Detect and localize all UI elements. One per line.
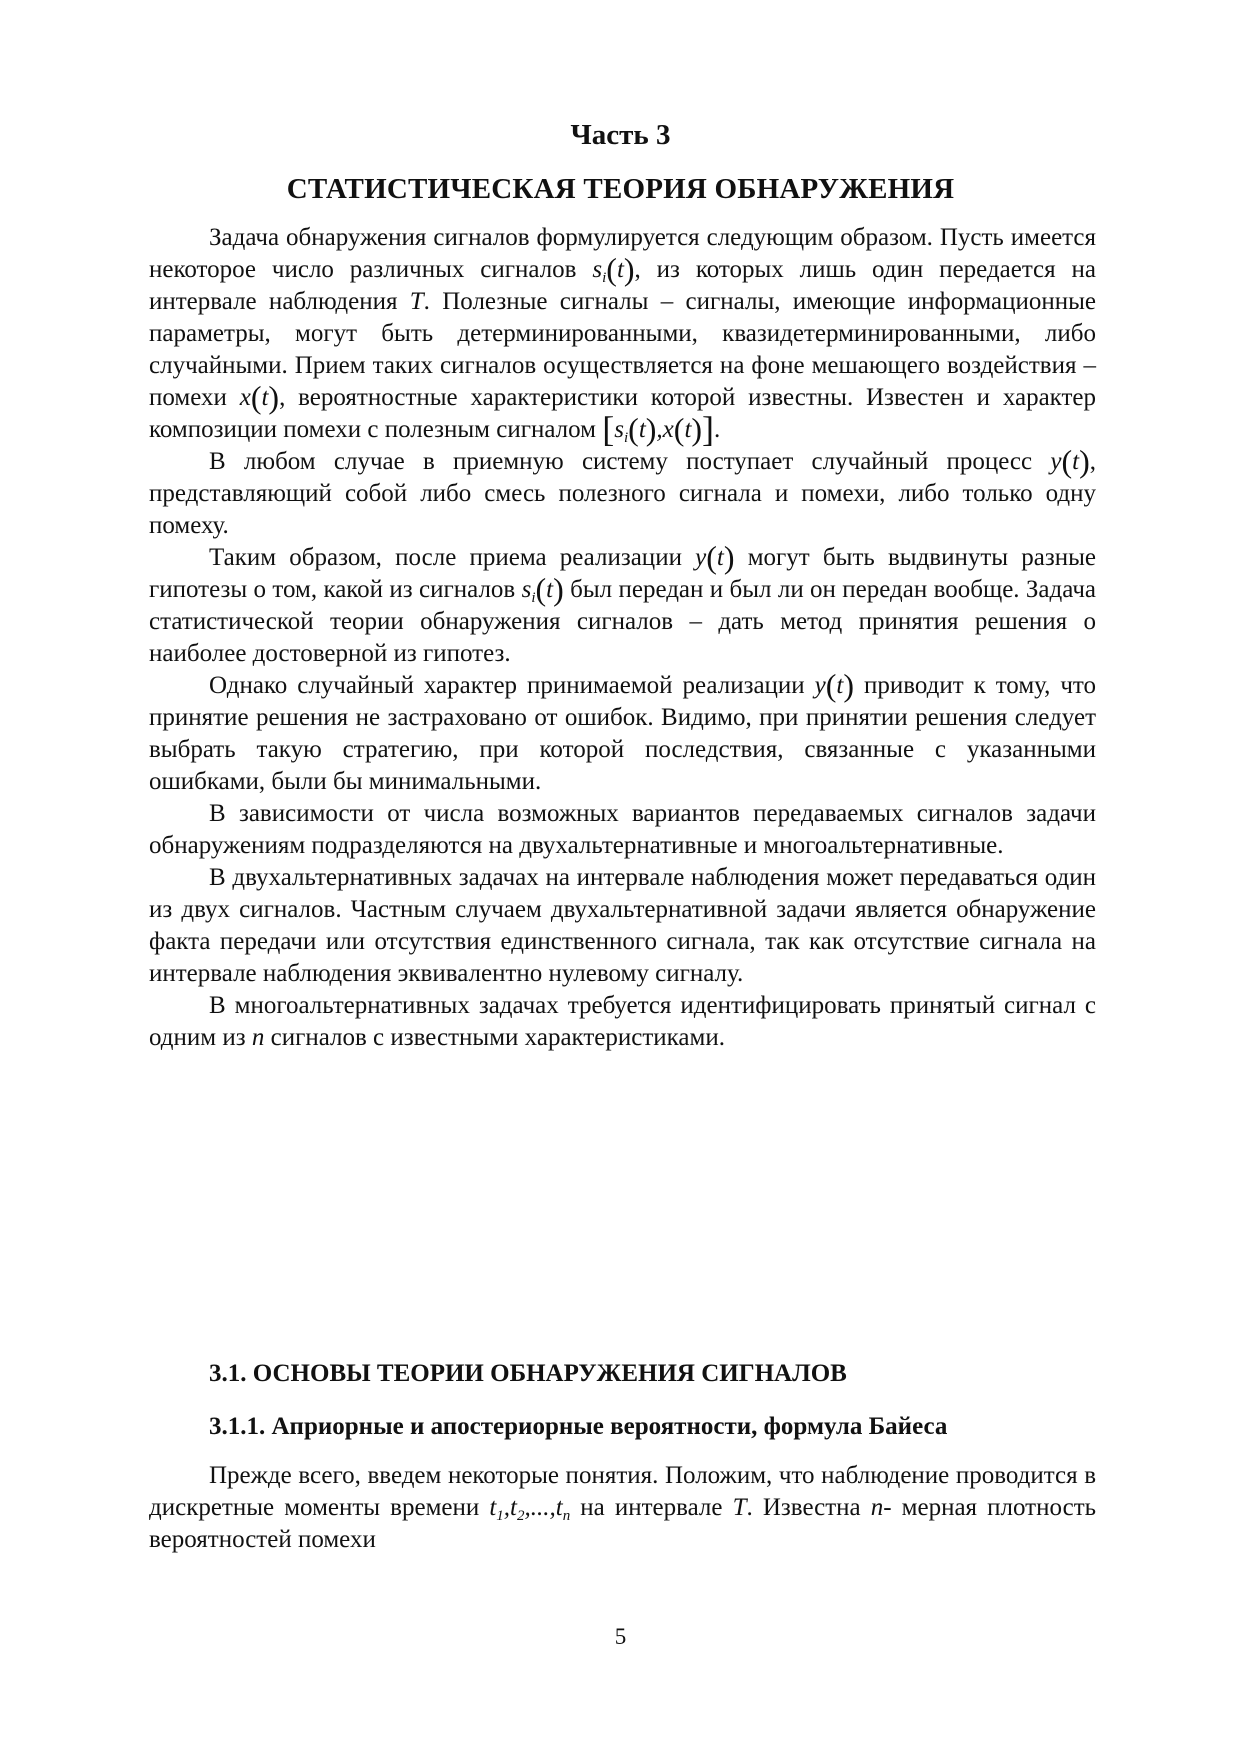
formula-n: n [251, 1024, 265, 1051]
formula-si-t: $s_i(t)$ [592, 251, 635, 287]
paragraph-1: Задача обнаружения сигналов формулируется следующим образом. Пусть имеется некоторое число различных сигналов $s_i(t)$, из которых лишь один передается на интервале наблюдения T. Полезные сигналы – сигналы, имеющие информационные параметры, могут быть детерминированными, квазидетерминированными, либо случайными. Прием таких сигналов осуществляется на фоне мешающего воздействия – помехи x(t), вероятностные характеристики которой известны. Известен и характер композиции помехи с полезным сигналом $[s_i(t),x(t)]$. [149, 224, 1097, 449]
page-number: 5 [614, 1624, 627, 1649]
formula-y-t: y(t) [814, 667, 855, 703]
paragraph-4: Однако случайный характер принимаемой реализации y(t) приводит к тому, что принятие решения не застраховано от ошибок. Видимо, при принятии решения следует выбрать такую стратегию, при которой последствия, связанные с указанными ошибками, были бы минимальными. [149, 667, 1096, 795]
formula-time-samples: $t_1,t_2,...,t_n$ [489, 1494, 571, 1524]
formula-T: T [732, 1494, 747, 1521]
section-title: 3.1. ОСНОВЫ ТЕОРИИ ОБНАРУЖЕНИЯ СИГНАЛОВ [209, 1360, 847, 1387]
paragraph-7: В многоальтернативных задачах требуется идентифицировать принятый сигнал с одним из n сигналов с известными характеристиками. [149, 992, 1096, 1051]
formula-y-t: y(t) [695, 539, 735, 575]
paragraph-8: Прежде всего, введем некоторые понятия. Положим, что наблюдение проводится в дискретные моменты времени $t_1,t_2,...,t_n$ на интервале T. Известна n- мерная плотность вероятностей помехи [149, 1462, 1097, 1553]
formula-si-t: $s_i(t)$ [521, 571, 564, 607]
formula-x-t: x(t) [239, 379, 280, 415]
formula-n: n [870, 1494, 884, 1521]
intro-text [149, 222, 1096, 1054]
paragraph-5: В зависимости от числа возможных вариантов передаваемых сигналов задачи обнаружениям подразделяются на двухальтернативные и многоальтернативные. [149, 800, 1096, 859]
formula-T: T [409, 288, 424, 315]
part-title: Часть 3 [570, 119, 671, 151]
paragraph-2: В любом случае в приемную систему поступает случайный процесс y(t), представляющий собой либо смесь полезного сигнала и помехи, либо только одну помеху. [149, 443, 1097, 539]
subsection-title: 3.1.1. Априорные и апостериорные вероятности, формула Байеса [209, 1413, 948, 1440]
paragraph-3: Таким образом, после приема реализации y(t) могут быть выдвинуты разные гипотезы о том, какой из сигналов $s_i(t)$ был передан и был ли он передан вообще. Задача статистической теории обнаружения сигналов – дать метод принятия решения о наиболее достоверной из гипотез. [149, 539, 1097, 667]
section-text [149, 1460, 1096, 1556]
formula-composition: $[s_i(t),x(t)]$ [602, 409, 715, 449]
formula-y-t: y(t) [1050, 443, 1090, 479]
paragraph-6: В двухальтернативных задачах на интервале наблюдения может передаваться один из двух сигналов. Частным случаем двухальтернативной задачи является обнаружение факта передачи или отсутствия единственного сигнала, так как отсутствие сигнала на интервале наблюдения эквивалентно нулевому сигналу. [149, 864, 1096, 987]
chapter-title: СТАТИСТИЧЕСКАЯ ТЕОРИЯ ОБНАРУЖЕНИЯ [286, 173, 955, 205]
